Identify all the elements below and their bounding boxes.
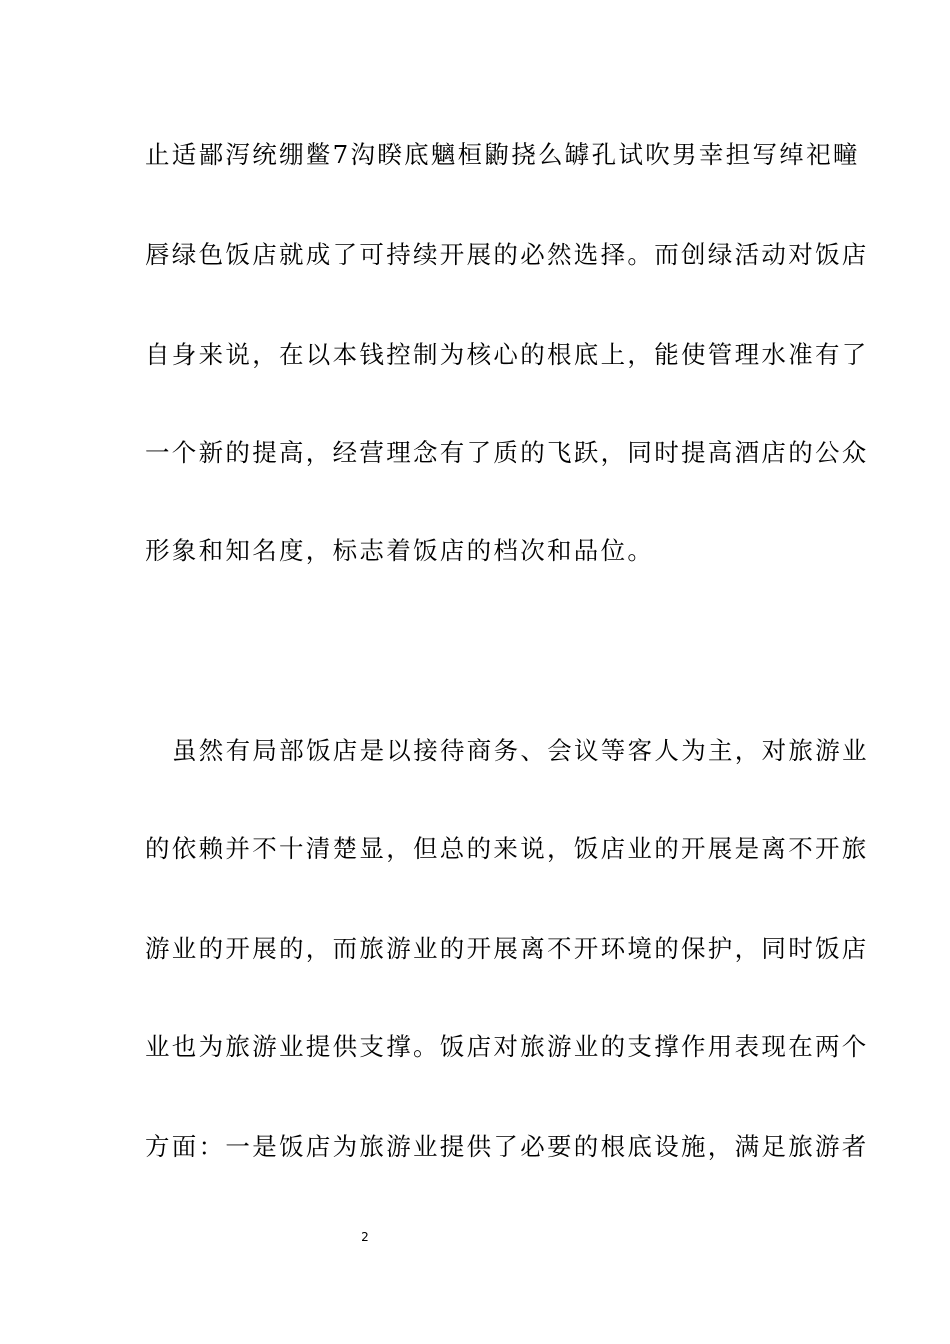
page-number: 2 xyxy=(361,1230,369,1244)
paragraph-1-line-3: 自身来说，在以本钱控制为核心的根底上，能使管理水准有了 xyxy=(145,340,869,369)
paragraph-2-line-1: 虽然有局部饭店是以接待商务、会议等客人为主，对旅游业 xyxy=(172,736,869,765)
paragraph-2-line-3: 游业的开展的，而旅游业的开展离不开环境的保护，同时饭店 xyxy=(145,934,869,963)
paragraph-2-line-2: 的依赖并不十清楚显，但总的来说，饭店业的开展是离不开旅 xyxy=(145,834,869,863)
paragraph-2-line-4: 业也为旅游业提供支撑。饭店对旅游业的支撑作用表现在两个 xyxy=(145,1032,869,1061)
paragraph-2-line-5: 方面：一是饭店为旅游业提供了必要的根底设施，满足旅游者 xyxy=(145,1132,869,1161)
paragraph-1-line-4: 一个新的提高，经营理念有了质的飞跃，同时提高酒店的公众 xyxy=(145,438,869,467)
paragraph-1-line-1: 止适鄙泻统绷鳖7沟睽底魑桓鼩挠么罅孔试吹男幸担写绰祀疃 xyxy=(145,140,860,169)
paragraph-1-line-2: 唇绿色饭店就成了可持续开展的必然选择。而创绿活动对饭店 xyxy=(145,240,869,269)
paragraph-1-line-5: 形象和知名度，标志着饭店的档次和品位。 xyxy=(145,536,655,565)
